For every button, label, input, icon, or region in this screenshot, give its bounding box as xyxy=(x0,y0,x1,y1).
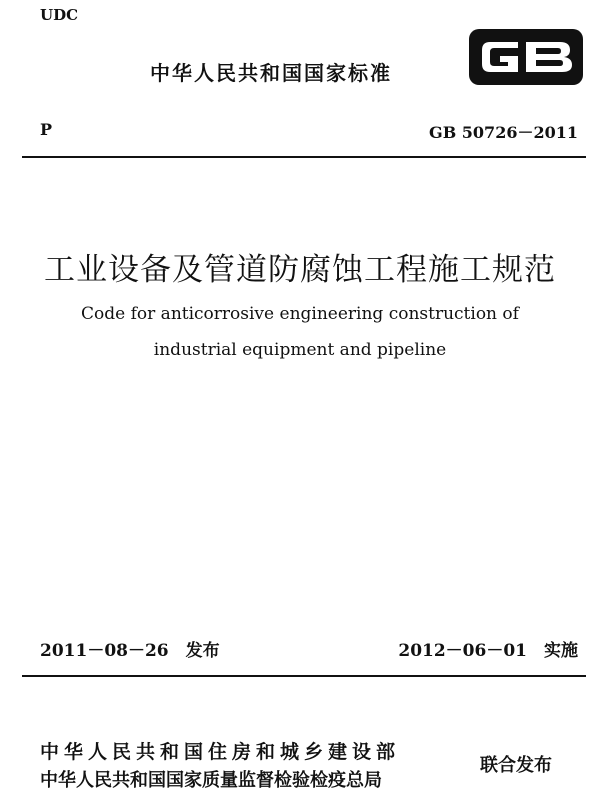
publisher-administration: 中华人民共和国国家质量监督检验检疫总局 xyxy=(40,770,382,791)
issue-date: 2011－08－26 发布 xyxy=(40,641,220,661)
publisher-ministry: 中华人民共和国住房和城乡建设部 xyxy=(40,741,401,763)
title-english-line2: industrial equipment and pipeline xyxy=(153,340,447,360)
implementation-date: 2012－06－01 实施 xyxy=(398,641,578,661)
bottom-divider xyxy=(22,675,586,677)
gb-logo xyxy=(468,28,584,86)
national-standard-title: 中华人民共和国国家标准 xyxy=(150,61,392,85)
udc-label: UDC xyxy=(40,6,79,24)
title-english-line1: Code for anticorrosive engineering construction of xyxy=(81,304,519,324)
category-code: P xyxy=(40,120,53,139)
joint-release-label: 联合发布 xyxy=(480,755,552,776)
top-divider xyxy=(22,156,586,158)
title-chinese: 工业设备及管道防腐蚀工程施工规范 xyxy=(44,252,556,288)
standard-number: GB 50726－2011 xyxy=(429,123,578,142)
